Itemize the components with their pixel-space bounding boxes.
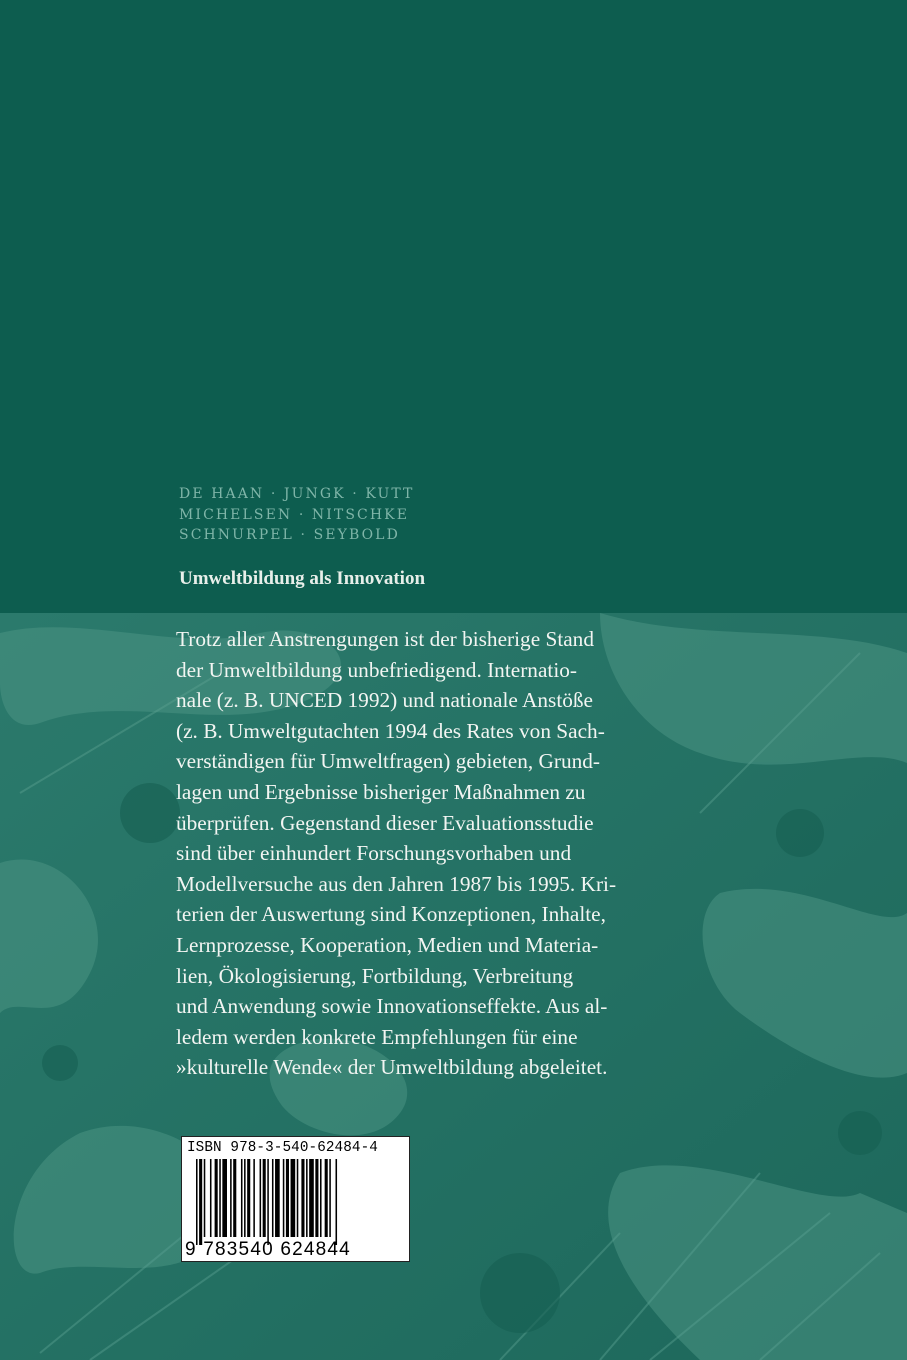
author-list <box>179 484 599 546</box>
barcode-bar <box>247 1159 250 1237</box>
barcode-bar <box>204 1159 206 1237</box>
barcode-bar <box>309 1159 314 1237</box>
barcode-bar <box>215 1159 218 1237</box>
barcode-bar <box>283 1159 285 1237</box>
blurb-line: und Anwendung sowie Innovationseffekte. Aus al- <box>176 994 608 1019</box>
barcode-digits: 9 783540 624844 <box>185 1239 351 1260</box>
blurb-line: (z. B. Umweltgutachten 1994 des Rates von Sach- <box>176 718 605 743</box>
blurb-line: überprüfen. Gegenstand dieser Evaluationsstudie <box>176 810 594 835</box>
barcode-bar <box>315 1159 318 1237</box>
barcode-bar <box>253 1159 255 1237</box>
book-title: Umweltbildung als Innovation <box>179 568 426 589</box>
blurb-line: Modellversuche aus den Jahren 1987 bis 1995. Kri- <box>176 871 617 896</box>
barcode-bar <box>320 1159 322 1237</box>
barcode-bar <box>306 1159 308 1237</box>
barcode-bar <box>336 1159 338 1245</box>
blurb-line: verständigen für Umweltfragen) gebieten, Grund- <box>176 749 601 774</box>
barcode-bar <box>244 1159 246 1237</box>
blurb-text <box>176 624 666 1083</box>
blurb-line: terien der Auswertung sind Konzeptionen, Inhalte, <box>176 902 606 927</box>
barcode-bar <box>219 1159 221 1237</box>
blurb-line: lagen und Ergebnisse bisheriger Maßnahmen zu <box>176 779 586 804</box>
barcode-bar <box>196 1159 198 1245</box>
blurb-line: der Umweltbildung unbefriedigend. Internatio- <box>176 657 577 682</box>
barcode-bar <box>286 1159 289 1237</box>
barcode-bar <box>222 1159 227 1237</box>
barcode-bar <box>233 1159 236 1237</box>
blurb-line: »kulturelle Wende« der Umweltbildung abgeleitet. <box>176 1055 608 1080</box>
author-line: SCHNURPEL · SEYBOLD <box>179 527 400 543</box>
blurb-line: Lernprozesse, Kooperation, Medien und Materia- <box>176 932 599 957</box>
isbn-label: ISBN 978-3-540-62484-4 <box>187 1140 378 1156</box>
barcode-bar <box>199 1159 202 1245</box>
blurb-line: ledem werden konkrete Empfehlungen für eine <box>176 1024 578 1049</box>
barcode-bar <box>241 1159 243 1237</box>
blurb-line: Trotz aller Anstrengungen ist der bisherige Stand <box>176 627 594 651</box>
barcode-bar <box>329 1159 331 1237</box>
barcode-bar <box>260 1159 262 1237</box>
barcode-bar <box>275 1159 280 1237</box>
barcode-bar <box>230 1159 232 1237</box>
blurb-line: sind über einhundert Forschungsvorhaben und <box>176 841 572 866</box>
barcode-bar <box>263 1159 266 1237</box>
barcode-bars <box>196 1159 406 1245</box>
barcode-bar <box>291 1159 296 1237</box>
blurb-line: lien, Ökologisierung, Fortbildung, Verbreitung <box>176 963 574 988</box>
blurb-line: nale (z. B. UNCED 1992) und nationale Anstöße <box>176 688 593 713</box>
barcode-bar <box>325 1159 328 1237</box>
barcode-bar <box>297 1159 299 1237</box>
barcode-bar <box>267 1159 269 1245</box>
isbn-barcode <box>181 1136 410 1262</box>
barcode-bar <box>272 1159 274 1237</box>
barcode-bar <box>210 1159 212 1237</box>
author-line: DE HAAN · JUNGK · KUTT <box>179 486 415 502</box>
barcode-bar <box>301 1159 304 1237</box>
author-line: MICHELSEN · NITSCHKE <box>179 506 410 523</box>
